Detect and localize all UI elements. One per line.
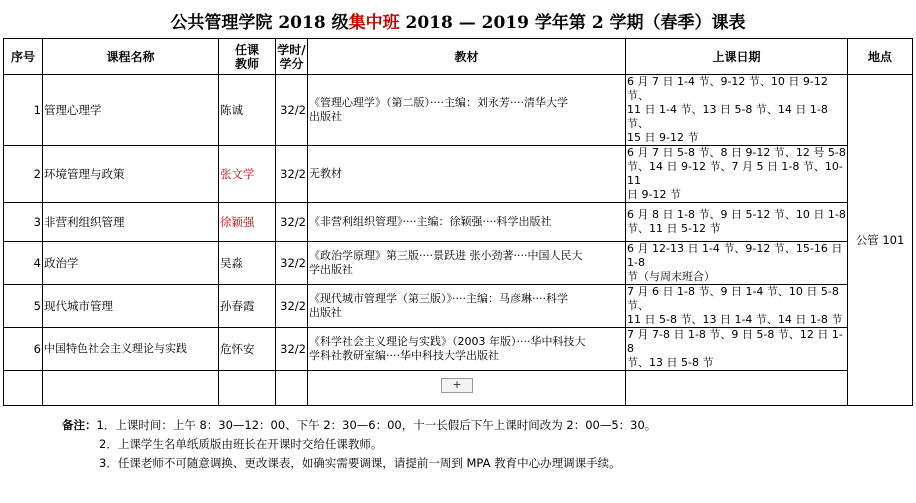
class-dates: 7 月 7-8 日 1-8 节、9 日 5-8 节、12 日 1-8 节、13 日 5-8 节 [626,328,848,371]
textbook: 《现代城市管理学（第三版）》····主编：马彦琳····科学 出版社 [308,285,626,328]
note-text: 3．任课老师不可随意调换、更改课表，如确实需要调课，请提前一周到 MPA 教育中心办理调课手续。 [99,456,621,470]
row-number: 5 [4,285,43,328]
teacher-name: 陈诚 [219,75,276,146]
table-row [4,203,913,242]
header-course: 课程名称 [43,39,219,75]
hours-credits: 32/2 [276,75,308,146]
title-highlight: 集中班 [348,13,400,33]
hours-credits: 32/2 [276,242,308,285]
row-number: 6 [4,328,43,371]
row-number: 2 [4,146,43,203]
class-dates: 6 月 8 日 1-8 节、9 日 5-12 节、10 日 1-8 节、11 日 5-12 节 [626,203,848,242]
class-dates: 6 月 12-13 日 1-4 节、9-12 节、15-16 日 1-8 节（与周末班合） [626,242,848,285]
textbook: 《政治学原理》第三版····景跃进 张小劲著····中国人民大 学出版社 [308,242,626,285]
hours-credits: 32/2 [276,285,308,328]
schedule-table [3,38,913,406]
class-dates: 6 月 7 日 1-4 节、9-12 节、10 日 9-12 节、 11 日 1-4 节、13 日 5-8 节、14 日 1-8 节、 15 日 9-12 节 [626,75,848,146]
title-after: 2018 — 2019 学年第 2 学期（春季）课表 [399,13,746,33]
class-dates: 6 月 7 日 5-8 节、8 日 9-12 节、12 号 5-8 节、14 日 9-12 节、7 月 5 日 1-8 节、10-11 日 9-12 节 [627,146,846,201]
textbook: 无教材 [308,146,626,203]
course-name: 中国特色社会主义理论与实践 [43,328,219,371]
table-row [4,146,913,203]
teacher-name: 张文学 [219,146,276,203]
header-row [4,39,913,75]
row-number: 3 [4,203,43,242]
course-name: 政治学 [43,242,219,285]
notes-label: 备注： [62,418,97,432]
table-row [4,75,913,146]
header-textbook: 教材 [308,39,626,75]
textbook: 《科学社会主义理论与实践》（2003 年版）····华中科技大 学科社教研室编····华中科技大学出版社 [308,328,626,371]
empty-cell [219,371,276,406]
note-line-1 [62,416,656,435]
classroom-location: 公管 101 [848,75,913,406]
empty-cell [626,371,848,406]
hours-credits: 32/2 [276,146,308,203]
hours-credits: 32/2 [276,328,308,371]
teacher-name: 危怀安 [219,328,276,371]
note-line-3 [62,454,656,473]
row-number: 1 [4,75,43,146]
add-row-button[interactable]: + [441,378,473,393]
teacher-name: 徐颖强 [219,203,276,242]
row-number: 4 [4,242,43,285]
header-no: 序号 [4,39,43,75]
table-row [4,285,913,328]
textbook: 《管理心理学》（第二版）····主编：刘永芳····清华大学 出版社 [308,75,626,146]
table-row [4,242,913,285]
teacher-name: 吴淼 [219,242,276,285]
note-text: 1．上课时间：上午 8：30—12：00、下午 2：30—6：00，十一长假后下午上课时间改为 2：00—5：30。 [96,418,657,432]
header-hours: 学时/ 学分 [276,39,308,75]
table-row [4,328,913,371]
header-dates: 上课日期 [626,39,848,75]
page-title [0,8,916,33]
teacher-name: 孙春霞 [219,285,276,328]
hours-credits: 32/2 [276,203,308,242]
empty-cell [276,371,308,406]
course-name: 现代城市管理 [43,285,219,328]
notes-section [62,416,656,473]
note-line-2 [62,435,656,454]
empty-cell [4,371,43,406]
textbook: 《非营利组织管理》····主编：徐颖强····科学出版社 [308,203,626,242]
course-name: 环境管理与政策 [43,146,219,203]
class-dates: 7 月 6 日 1-8 节、9 日 1-4 节、10 日 5-8 节、 11 日 5-8 节、13 日 1-4 节、14 日 1-8 节 [626,285,848,328]
header-place: 地点 [848,39,913,75]
course-name: 管理心理学 [43,75,219,146]
header-teacher: 任课 教师 [219,39,276,75]
empty-cell [43,371,219,406]
course-name: 非营利组织管理 [43,203,219,242]
note-text: 2．上课学生名单纸质版由班长在开课时交给任课教师。 [99,437,383,451]
title-before: 公共管理学院 2018 级 [170,13,349,33]
